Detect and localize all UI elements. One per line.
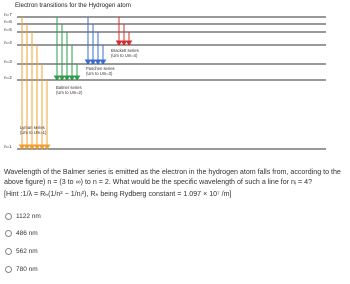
- option-label: 562 nm: [16, 248, 38, 255]
- radio-button[interactable]: [5, 266, 12, 273]
- paschen-series-label: Paschen series: [86, 66, 115, 71]
- brackett-series-label: Brackett series: [111, 48, 139, 53]
- option-label: 486 nm: [16, 230, 38, 237]
- series-labels: [20, 48, 139, 135]
- option-780nm[interactable]: [5, 266, 38, 273]
- lyman-series-label: Lyman series: [20, 125, 45, 130]
- lyman-series-range: (Um to Um=1): [20, 130, 47, 135]
- paschen-series-range: (Um to Um=3): [86, 71, 113, 76]
- balmer-series-label: Balmer series: [56, 85, 82, 90]
- brackett-series-arrows: [117, 17, 132, 45]
- level-label-n5: n=5: [4, 27, 12, 32]
- radio-button[interactable]: [5, 248, 12, 255]
- option-562nm[interactable]: [5, 248, 38, 255]
- balmer-series-range: (Um to Um=2): [56, 90, 83, 95]
- level-label-n4: n=4: [4, 40, 12, 45]
- level-label-n2: n=2: [4, 75, 12, 80]
- brackett-series-range: (Um to Um=4): [111, 53, 138, 58]
- hint-text: [Hint :1/λ = Rₕ(1/n² − 1/nᵢ²), Rₕ being Rydberg constant = 1.097 × 10⁷ /m]: [4, 190, 232, 198]
- energy-levels: [17, 17, 326, 149]
- level-label-n1: n=1: [4, 144, 12, 149]
- option-486nm[interactable]: [5, 230, 38, 237]
- question-text: Wavelength of the Balmer series is emitted as the electron in the hydrogen atom falls from, according to the above figure) n = (3 to ∞) to n = 2. What would be the specific wavelength of such a line for nᵢ = 4?: [4, 168, 341, 186]
- level-label-n3: n=3: [4, 59, 12, 64]
- option-1122nm[interactable]: [5, 213, 41, 220]
- radio-button[interactable]: [5, 213, 12, 220]
- radio-button[interactable]: [5, 230, 12, 237]
- option-label: 1122 nm: [16, 213, 41, 220]
- level-labels: [4, 12, 12, 149]
- level-label-n7: n=7: [4, 12, 12, 17]
- balmer-series-arrows: [55, 17, 80, 80]
- level-label-n6: n=6: [4, 19, 12, 24]
- option-label: 780 nm: [16, 266, 38, 273]
- diagram-title: Electron transitions for the Hydrogen atom: [15, 2, 131, 9]
